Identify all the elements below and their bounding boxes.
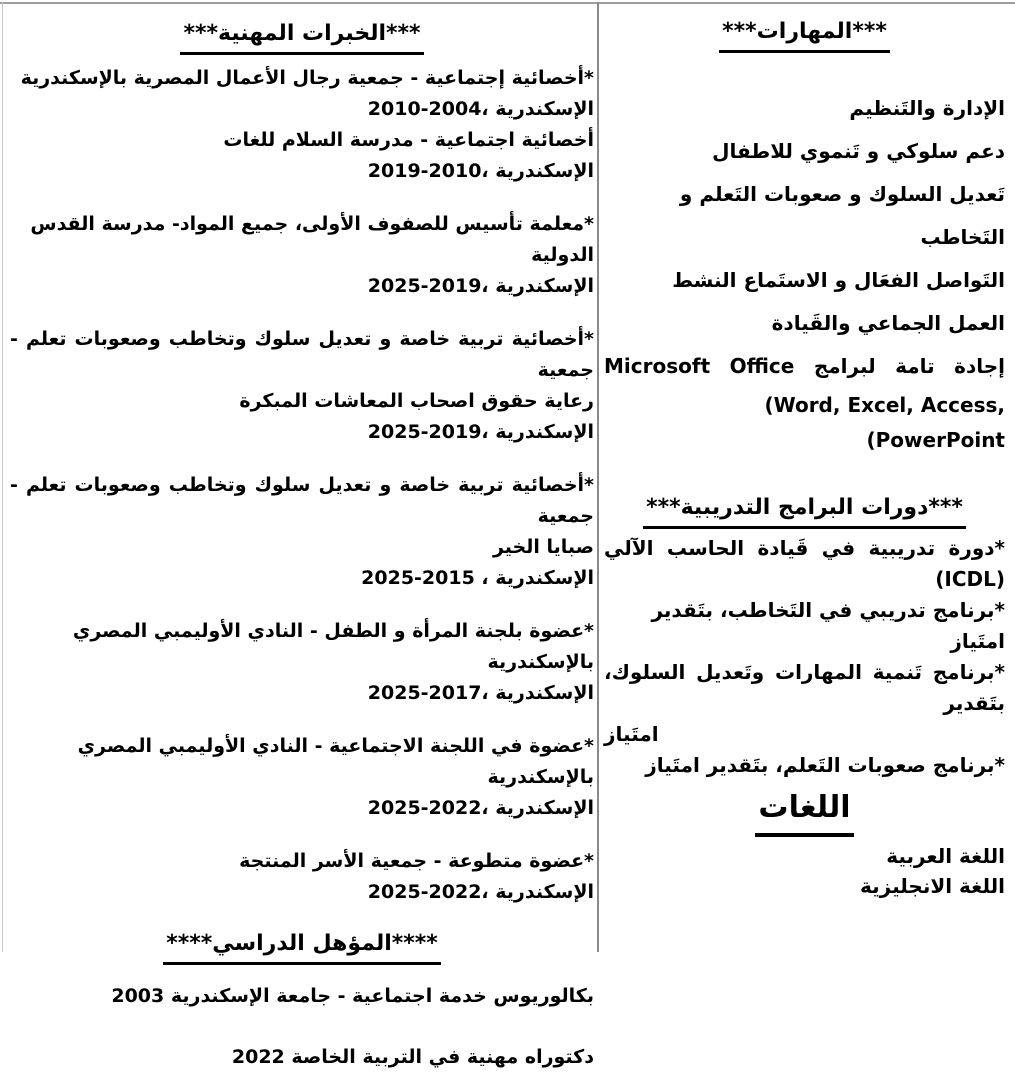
experience-entry: [10, 324, 594, 448]
languages-header: [604, 787, 1005, 837]
experience-line: *أخصائية تربية خاصة و تعديل سلوك وتخاطب وصعوبات تعلم - جمعية: [10, 474, 594, 527]
skill-item: الإدارة والتَنظيم: [849, 96, 1005, 120]
skills-column: [604, 0, 1005, 901]
experience-line: *عضوة بلجنة المرأة و الطفل - النادي الأوليمبي المصري بالإسكندرية: [72, 620, 594, 673]
skills-header-text: ***المهارات***: [719, 18, 890, 53]
education-list: [10, 981, 594, 1073]
skill-item: إجادة تامة لبرامج Microsoft Office: [604, 354, 1006, 378]
experience-line: رعاية حقوق اصحاب المعاشات المبكرة: [239, 390, 594, 412]
left-border-line: [2, 2, 3, 952]
experience-line: *أخصائية تربية خاصة و تعديل سلوك وتخاطب وصعوبات تعلم - جمعية: [10, 328, 594, 381]
education-item: بكالوريوس خدمة اجتماعية - جامعة الإسكندرية 2003: [111, 985, 594, 1007]
education-item: دكتوراه مهنية في التربية الخاصة 2022: [231, 1046, 594, 1068]
experience-date: 2025-2017، الإسكندرية: [367, 682, 594, 704]
course-item: امتَياز: [604, 722, 659, 746]
skill-item: (PowerPoint: [866, 428, 1005, 452]
skill-item: تَعديل السلوك و صعوبات التَعلم و التَخاطب: [679, 182, 1005, 249]
experience-column: [10, 0, 594, 1073]
experience-line: أخصائية اجتماعية - مدرسة السلام للغات: [223, 129, 594, 151]
experience-entry: [10, 616, 594, 709]
experience-entry: [10, 731, 594, 824]
skills-header: [604, 18, 1005, 53]
languages-list: [604, 841, 1005, 901]
experience-line: *معلمة تأسيس للصفوف الأولى، جميع المواد- مدرسة القدس الدولية: [30, 213, 594, 266]
language-item: اللغة الانجليزية: [860, 874, 1005, 898]
skill-item: العمل الجماعي والقَيادة: [771, 311, 1005, 335]
column-divider-line: [597, 2, 599, 952]
course-item: *برنامج تدريبي في التَخاطب، بتَقدير امتَياز: [651, 598, 1005, 653]
experience-date: 2010-2004، الإسكندرية: [367, 98, 594, 120]
courses-header: [604, 494, 1005, 529]
skill-item: (Word, Excel, Access,: [764, 393, 1005, 417]
experience-list: [10, 63, 594, 908]
experience-date: 2025-2015 ، الإسكندرية: [361, 567, 594, 589]
course-item: *دورة تدريبية في قَيادة الحاسب الآلي (ICDL): [604, 536, 1005, 591]
skills-list: [604, 87, 1005, 458]
course-item: *برنامج صعوبات التَعلم، بتَقدير امتَياز: [645, 753, 1005, 777]
course-item: *برنامج تَنمية المهارات وتَعديل السلوك، بتَقدير: [604, 660, 1005, 715]
education-header: [10, 930, 594, 965]
courses-list: [604, 533, 1005, 781]
experience-entry: [10, 470, 594, 594]
experience-date: 2025-2022، الإسكندرية: [367, 797, 594, 819]
skill-item: دعم سلوكي و تَنموي للاطفال: [712, 139, 1005, 163]
courses-header-text: ***دورات البرامج التدريبية***: [643, 494, 966, 529]
experience-line: *عضوة متطوعة - جمعية الأسر المنتجة: [239, 850, 594, 872]
skill-item: التَواصل الفعَال و الاستَماع النشط: [672, 268, 1005, 292]
experience-entry: [10, 209, 594, 302]
language-item: اللغة العربية: [886, 844, 1005, 868]
experience-line: صبايا الخير: [492, 536, 594, 558]
languages-header-text: اللغات: [755, 787, 853, 837]
education-header-text: ****المؤهل الدراسي****: [163, 930, 441, 965]
experience-line: *أخصائية إجتماعية - جمعية رجال الأعمال المصرية بالإسكندرية: [20, 67, 594, 89]
experience-line: *عضوة في اللجنة الاجتماعية - النادي الأوليمبي المصري بالإسكندرية: [77, 735, 594, 788]
experience-entry: [10, 125, 594, 187]
experience-date: 2019-2010، الإسكندرية: [367, 160, 594, 182]
experience-date: 2025-2019، الإسكندرية: [367, 421, 594, 443]
experience-entry: [10, 846, 594, 908]
experience-date: 2025-2019، الإسكندرية: [367, 275, 594, 297]
experience-date: 2025-2022، الإسكندرية: [367, 881, 594, 903]
experience-header: [10, 20, 594, 55]
experience-header-text: ***الخبرات المهنية***: [180, 20, 423, 55]
experience-entry: [10, 63, 594, 125]
